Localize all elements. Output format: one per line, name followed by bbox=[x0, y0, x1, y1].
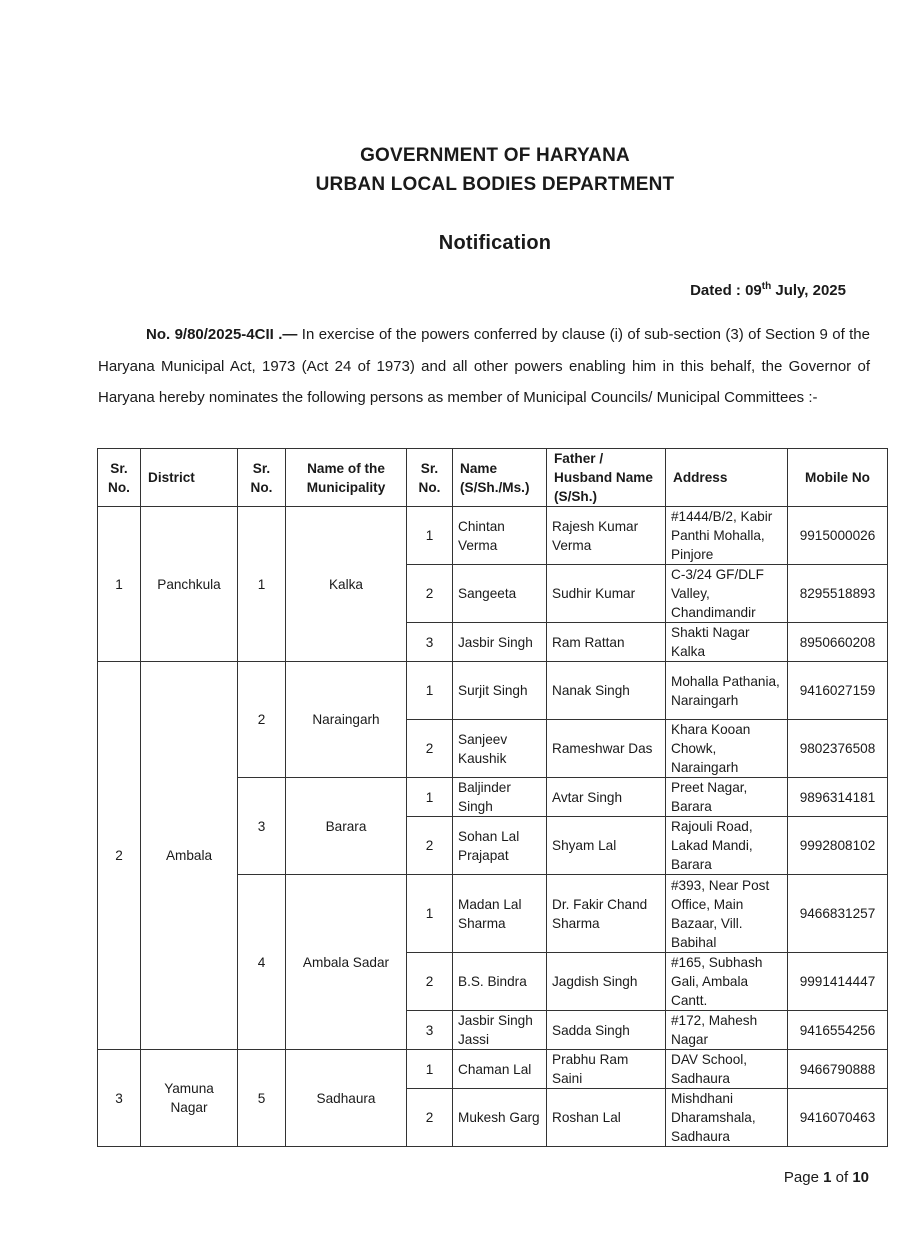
member-name-cell: Chaman Lal bbox=[453, 1050, 547, 1089]
district-sr-cell: 3 bbox=[98, 1050, 141, 1147]
header-district: District bbox=[141, 449, 238, 507]
member-name-cell: Sanjeev Kaushik bbox=[453, 720, 547, 778]
member-address-cell: Preet Nagar, Barara bbox=[666, 778, 788, 817]
municipality-sr-cell: 2 bbox=[238, 662, 286, 778]
member-address-cell: DAV School, Sadhaura bbox=[666, 1050, 788, 1089]
municipality-sr-cell: 3 bbox=[238, 778, 286, 875]
table-header-row bbox=[98, 449, 888, 507]
department-heading: URBAN LOCAL BODIES DEPARTMENT bbox=[315, 174, 675, 195]
footer-page-number: 1 bbox=[823, 1169, 832, 1186]
member-mobile-cell: 9915000026 bbox=[788, 507, 888, 565]
member-father-cell: Shyam Lal bbox=[547, 817, 666, 875]
table-row bbox=[98, 507, 888, 565]
member-address-cell: #165, Subhash Gali, Ambala Cantt. bbox=[666, 953, 788, 1011]
municipality-name-cell: Barara bbox=[286, 778, 407, 875]
member-mobile-cell: 9416027159 bbox=[788, 662, 888, 720]
member-name-cell: B.S. Bindra bbox=[453, 953, 547, 1011]
member-address-cell: Rajouli Road, Lakad Mandi, Barara bbox=[666, 817, 788, 875]
header-name: Name (S/Sh./Ms.) bbox=[453, 449, 547, 507]
table-row bbox=[98, 662, 888, 720]
member-sr-cell: 2 bbox=[407, 720, 453, 778]
member-name-cell: Madan Lal Sharma bbox=[453, 875, 547, 953]
member-mobile-cell: 8295518893 bbox=[788, 565, 888, 623]
header-sr-municipality: Sr. No. bbox=[238, 449, 286, 507]
date-suffix-sup: th bbox=[761, 281, 772, 292]
notification-title: Notification bbox=[438, 232, 552, 254]
page-footer bbox=[784, 1169, 869, 1186]
member-sr-cell: 1 bbox=[407, 1050, 453, 1089]
table-row bbox=[98, 1050, 888, 1089]
header-mobile: Mobile No bbox=[788, 449, 888, 507]
government-heading: GOVERNMENT OF HARYANA bbox=[360, 145, 630, 166]
municipality-sr-cell: 5 bbox=[238, 1050, 286, 1147]
member-mobile-cell: 9416554256 bbox=[788, 1011, 888, 1050]
member-sr-cell: 2 bbox=[407, 1089, 453, 1147]
municipality-name-cell: Kalka bbox=[286, 507, 407, 662]
header-municipality: Name of the Municipality bbox=[286, 449, 407, 507]
member-address-cell: Mohalla Pathania, Naraingarh bbox=[666, 662, 788, 720]
member-mobile-cell: 9802376508 bbox=[788, 720, 888, 778]
member-father-cell: Dr. Fakir Chand Sharma bbox=[547, 875, 666, 953]
member-name-cell: Jasbir Singh bbox=[453, 623, 547, 662]
member-father-cell: Rameshwar Das bbox=[547, 720, 666, 778]
member-address-cell: C-3/24 GF/DLF Valley, Chandimandir bbox=[666, 565, 788, 623]
municipality-sr-cell: 1 bbox=[238, 507, 286, 662]
member-sr-cell: 3 bbox=[407, 1011, 453, 1050]
member-father-cell: Ram Rattan bbox=[547, 623, 666, 662]
member-father-cell: Roshan Lal bbox=[547, 1089, 666, 1147]
member-mobile-cell: 9896314181 bbox=[788, 778, 888, 817]
municipality-name-cell: Naraingarh bbox=[286, 662, 407, 778]
member-address-cell: Khara Kooan Chowk, Naraingarh bbox=[666, 720, 788, 778]
header-sr-member: Sr. No. bbox=[407, 449, 453, 507]
member-address-cell: Shakti Nagar Kalka bbox=[666, 623, 788, 662]
footer-middle: of bbox=[831, 1169, 853, 1186]
district-name-cell: Yamuna Nagar bbox=[141, 1050, 238, 1147]
notification-text: In exercise of the powers conferred by clause (i) of sub-section (3) of Section 9 of the Haryana Municipal Act, 1973 (Act 24 of 1973) and all other powers enabling him in this behalf, the Governor of Haryana hereby nominates the following persons as member of Municipal Councils/ Municipal Committees :- bbox=[98, 326, 870, 406]
member-name-cell: Jasbir Singh Jassi bbox=[453, 1011, 547, 1050]
member-father-cell: Nanak Singh bbox=[547, 662, 666, 720]
notification-number: No. 9/80/2025-4CII .— bbox=[146, 326, 298, 343]
member-address-cell: #393, Near Post Office, Main Bazaar, Vill. Babihal bbox=[666, 875, 788, 953]
municipality-name-cell: Sadhaura bbox=[286, 1050, 407, 1147]
member-father-cell: Sudhir Kumar bbox=[547, 565, 666, 623]
member-sr-cell: 1 bbox=[407, 875, 453, 953]
district-sr-cell: 2 bbox=[98, 662, 141, 1050]
member-father-cell: Avtar Singh bbox=[547, 778, 666, 817]
member-sr-cell: 3 bbox=[407, 623, 453, 662]
member-address-cell: #1444/B/2, Kabir Panthi Mohalla, Pinjore bbox=[666, 507, 788, 565]
date-line bbox=[690, 281, 846, 299]
member-name-cell: Surjit Singh bbox=[453, 662, 547, 720]
member-sr-cell: 2 bbox=[407, 817, 453, 875]
member-sr-cell: 1 bbox=[407, 662, 453, 720]
municipality-name-cell: Ambala Sadar bbox=[286, 875, 407, 1050]
member-address-cell: #172, Mahesh Nagar bbox=[666, 1011, 788, 1050]
member-mobile-cell: 9466790888 bbox=[788, 1050, 888, 1089]
header-sr-district: Sr. No. bbox=[98, 449, 141, 507]
member-sr-cell: 1 bbox=[407, 778, 453, 817]
member-name-cell: Sangeeta bbox=[453, 565, 547, 623]
member-name-cell: Sohan Lal Prajapat bbox=[453, 817, 547, 875]
member-name-cell: Chintan Verma bbox=[453, 507, 547, 565]
date-prefix: Dated : 09 bbox=[690, 282, 762, 299]
notification-paragraph bbox=[98, 319, 870, 414]
member-mobile-cell: 8950660208 bbox=[788, 623, 888, 662]
member-sr-cell: 2 bbox=[407, 953, 453, 1011]
member-name-cell: Baljinder Singh bbox=[453, 778, 547, 817]
municipality-sr-cell: 4 bbox=[238, 875, 286, 1050]
header-father: Father / Husband Name (S/Sh.) bbox=[547, 449, 666, 507]
footer-page-total: 10 bbox=[852, 1169, 869, 1186]
member-mobile-cell: 9992808102 bbox=[788, 817, 888, 875]
member-mobile-cell: 9991414447 bbox=[788, 953, 888, 1011]
district-name-cell: Panchkula bbox=[141, 507, 238, 662]
date-rest: July, 2025 bbox=[771, 282, 846, 299]
footer-prefix: Page bbox=[783, 1169, 824, 1186]
member-father-cell: Rajesh Kumar Verma bbox=[547, 507, 666, 565]
member-mobile-cell: 9466831257 bbox=[788, 875, 888, 953]
member-address-cell: Mishdhani Dharamshala, Sadhaura bbox=[666, 1089, 788, 1147]
header-address: Address bbox=[666, 449, 788, 507]
member-father-cell: Jagdish Singh bbox=[547, 953, 666, 1011]
member-sr-cell: 1 bbox=[407, 507, 453, 565]
member-father-cell: Prabhu Ram Saini bbox=[547, 1050, 666, 1089]
table-body bbox=[98, 507, 888, 1147]
member-name-cell: Mukesh Garg bbox=[453, 1089, 547, 1147]
nominations-table bbox=[97, 448, 888, 1147]
member-father-cell: Sadda Singh bbox=[547, 1011, 666, 1050]
district-sr-cell: 1 bbox=[98, 507, 141, 662]
member-mobile-cell: 9416070463 bbox=[788, 1089, 888, 1147]
member-sr-cell: 2 bbox=[407, 565, 453, 623]
district-name-cell: Ambala bbox=[141, 662, 238, 1050]
